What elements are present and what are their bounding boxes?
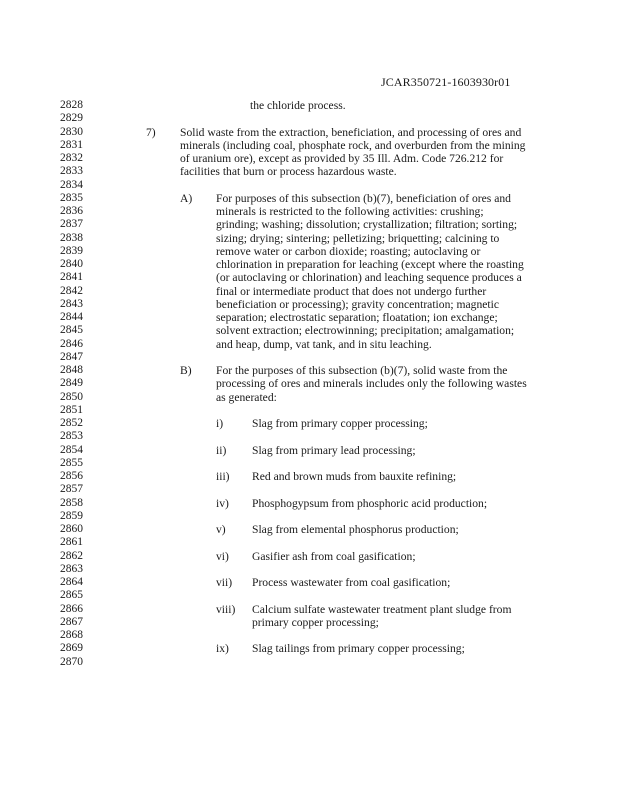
- line-number: 2862: [60, 549, 83, 562]
- line-numbers: [60, 99, 100, 669]
- item-label: B): [180, 364, 192, 377]
- item-7-line: of uranium ore), except as provided by 35 Ill. Adm. Code 726.212 for: [180, 152, 504, 165]
- line-number: 2835: [60, 191, 83, 204]
- line-number: 2846: [60, 337, 83, 350]
- line-number: 2850: [60, 390, 83, 403]
- line-number: 2864: [60, 576, 83, 588]
- line-number: 2848: [60, 364, 83, 376]
- item-a-line: For purposes of this subsection (b)(7), beneficiation of ores and: [216, 191, 511, 205]
- item-a-line: remove water or carbon dioxide; roasting; autoclaving or: [216, 244, 481, 258]
- item-a-line: sizing; drying; sintering; pelletizing; briquetting; calcining to: [216, 231, 500, 245]
- line-number: 2852: [60, 417, 83, 429]
- item-a-line: grinding; washing; dissolution; crystallization; filtration; sorting;: [216, 218, 518, 232]
- line-number: 2847: [60, 350, 83, 363]
- subitem-label: iii): [216, 470, 230, 483]
- item-a-line: minerals is restricted to the following activities: crushing;: [216, 205, 484, 218]
- line-number: 2868: [60, 629, 83, 641]
- line-number: 2829: [60, 112, 83, 125]
- subitem-line: Slag tailings from primary copper processing;: [252, 642, 465, 656]
- line-number: 2834: [60, 178, 83, 191]
- line-number: 2830: [60, 125, 83, 138]
- subitem-line: Phosphogypsum from phosphoric acid production;: [252, 496, 488, 510]
- line-number: 2833: [60, 165, 83, 178]
- subitem-label: iv): [216, 496, 229, 510]
- item-a-line: chlorination in preparation for leaching (except where the roasting: [216, 258, 524, 271]
- subitem-line: Slag from primary lead processing;: [252, 443, 416, 457]
- line-number: 2858: [60, 496, 83, 509]
- line-number: 2828: [60, 99, 83, 111]
- item-a-line: separation; electrostatic separation; floatation; ion exchange;: [216, 311, 498, 324]
- item-a-line: and heap, dump, vat tank, and in situ leaching.: [216, 337, 432, 351]
- line-number: 2870: [60, 655, 83, 668]
- subitem-line: Slag from elemental phosphorus production;: [252, 523, 459, 536]
- line-number: 2866: [60, 602, 83, 615]
- subitem-line: Red and brown muds from bauxite refining;: [252, 470, 457, 483]
- line-number: 2832: [60, 152, 83, 164]
- item-7-line: Solid waste from the extraction, beneficiation, and processing of ores and: [180, 125, 522, 139]
- line-number: 2843: [60, 297, 83, 310]
- line-number: 2837: [60, 218, 83, 231]
- item-7-line: facilities that burn or process hazardous waste.: [180, 165, 397, 179]
- line-number: 2859: [60, 509, 83, 522]
- line-number: 2861: [60, 536, 83, 549]
- line-number: 2831: [60, 138, 83, 151]
- item-7-line: minerals (including coal, phosphate rock, and overburden from the mining: [180, 138, 526, 152]
- item-a-line: final or intermediate product that does not undergo further: [216, 284, 487, 298]
- line-number: 2839: [60, 244, 83, 257]
- line-number: 2851: [60, 403, 83, 416]
- item-b-line: processing of ores and minerals includes only the following wastes: [216, 377, 527, 391]
- line-number: 2849: [60, 377, 83, 390]
- line-number: 2845: [60, 324, 83, 337]
- line-number: 2844: [60, 311, 83, 323]
- subitem-label: viii): [216, 602, 236, 616]
- line-number: 2840: [60, 258, 83, 270]
- subitem-label: vii): [216, 576, 233, 589]
- item-label: A): [180, 191, 193, 205]
- subitem-line: primary copper processing;: [252, 615, 379, 629]
- subitem-line: Slag from primary copper processing;: [252, 417, 428, 430]
- line-number: 2841: [60, 271, 83, 284]
- line-number: 2853: [60, 430, 83, 443]
- item-b-line: For the purposes of this subsection (b)(7), solid waste from the: [216, 364, 508, 377]
- subitem-line: Calcium sulfate wastewater treatment plant sludge from: [252, 602, 512, 616]
- line-number: 2836: [60, 205, 83, 217]
- subitem-label: vi): [216, 549, 229, 563]
- item-a-line: solvent extraction; electrowinning; precipitation; amalgamation;: [216, 324, 515, 338]
- line-number: 2869: [60, 642, 83, 655]
- paragraph-line: the chloride process.: [250, 99, 346, 112]
- line-number: 2842: [60, 284, 83, 297]
- line-number: 2860: [60, 523, 83, 535]
- item-a-line: beneficiation or processing); gravity concentration; magnetic: [216, 297, 499, 311]
- line-number: 2856: [60, 470, 83, 482]
- line-number: 2865: [60, 589, 83, 602]
- document-id-header: JCAR350721-1603930r01: [381, 75, 511, 89]
- item-a-line: (or autoclaving or chlorination) and leaching sequence produces a: [216, 271, 522, 285]
- subitem-label: v): [216, 523, 226, 536]
- item-label: 7): [146, 125, 156, 139]
- line-number: 2857: [60, 483, 83, 496]
- line-number: 2838: [60, 231, 83, 244]
- subitem-label: i): [216, 417, 224, 430]
- line-number: 2863: [60, 562, 83, 575]
- line-number: 2855: [60, 456, 83, 469]
- line-number: 2867: [60, 615, 83, 628]
- subitem-line: Process wastewater from coal gasification;: [252, 576, 451, 589]
- subitem-label: ix): [216, 642, 229, 656]
- subitem-line: Gasifier ash from coal gasification;: [252, 549, 416, 563]
- item-b-line: as generated:: [216, 390, 277, 404]
- line-number: 2854: [60, 443, 83, 456]
- subitem-label: ii): [216, 443, 227, 457]
